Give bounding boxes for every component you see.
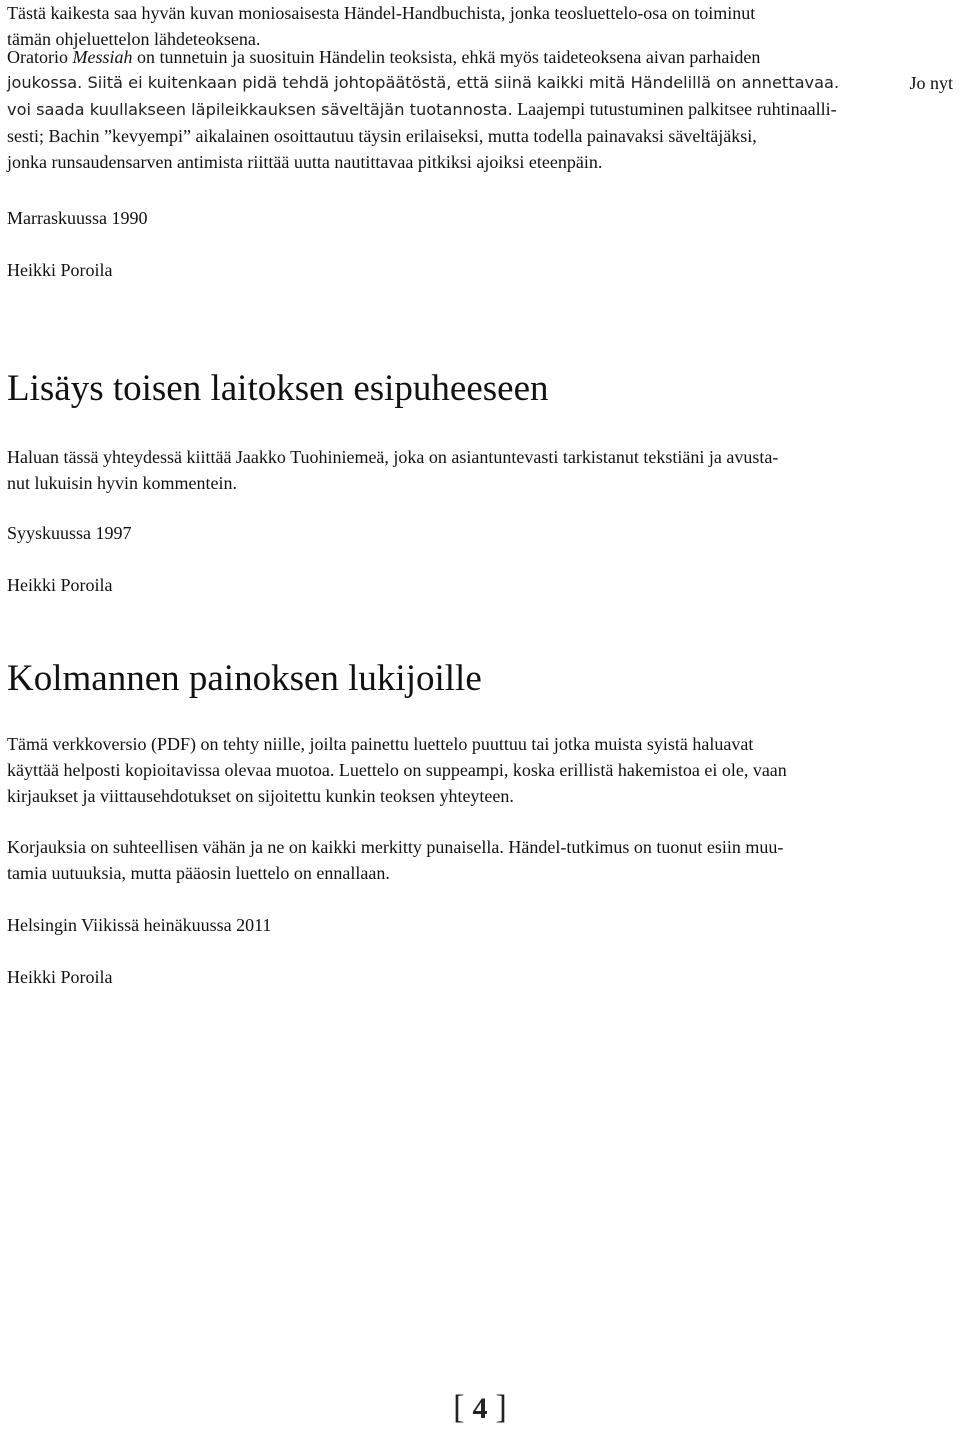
paragraph-line: jonka runsaudensarven antimista riittää uutta nautittavaa pitkiksi ajoiksi eteenpäin. [7, 152, 603, 172]
page-number-value: 4 [472, 1392, 488, 1425]
paragraph-line: Haluan tässä yhteydessä kiittää Jaakko Tuohiniemeä, joka on asiantuntevasti tarkistanut tekstiäni ja avusta- [7, 447, 779, 467]
paragraph-line: joukossa. Siitä ei kuitenkaan pidä tehdä johtopäätöstä, että siinä kaikki mitä Händelillä on annettavaa. [7, 73, 840, 92]
section-heading: Lisäys toisen laitoksen esipuheeseen [7, 368, 549, 409]
date-line: Helsingin Viikissä heinäkuussa 2011 [7, 915, 272, 935]
document-page [7, 0, 953, 1432]
section-heading: Kolmannen painoksen lukijoille [7, 658, 482, 699]
work-title: Messiah [72, 47, 133, 67]
paragraph-web-version [7, 731, 953, 809]
text-segment: Jo nyt [909, 73, 953, 93]
paragraph-line [7, 44, 953, 70]
paragraph-corrections [7, 834, 953, 886]
paragraph-thanks [7, 444, 953, 496]
paragraph-line [7, 96, 953, 123]
paragraph-line: käyttää helposti kopioitavissa olevaa muotoa. Luettelo on suppeampi, koska erillistä hakemistoa ei ole, vaan [7, 760, 787, 780]
signature: Heikki Poroila [7, 967, 113, 987]
paragraph-messiah [7, 44, 953, 175]
signature: Heikki Poroila [7, 260, 113, 280]
paragraph-line: Tästä kaikesta saa hyvän kuvan moniosaisesta Händel-Handbuchista, jonka teosluettelo-osa on toiminut [7, 3, 756, 23]
text-segment: voi saada kuullakseen läpileikkauksen säveltäjän tuotannosta. [7, 100, 513, 119]
paragraph-line: tämän ohjeluettelon lähdeteoksena. [7, 29, 261, 49]
paragraph-line: Korjauksia on suhteellisen vähän ja ne on kaikki merkitty punaisella. Händel-tutkimus on tuonut esiin muu- [7, 837, 784, 857]
bracket-left: [ [453, 1389, 465, 1426]
paragraph-line: tamia uutuuksia, mutta pääosin luettelo on ennallaan. [7, 863, 390, 883]
text-segment: Laajempi tutustuminen palkitsee ruhtinaalli- [512, 99, 837, 119]
bracket-right: ] [495, 1389, 507, 1426]
date-line: Syyskuussa 1997 [7, 523, 132, 543]
date-line: Marraskuussa 1990 [7, 208, 148, 228]
text-segment: on tunnetuin ja suosituin Händelin teoksista, ehkä myös taideteoksena aivan parhaiden [132, 47, 761, 67]
signature: Heikki Poroila [7, 575, 113, 595]
paragraph-line: Tämä verkkoversio (PDF) on tehty niille, joilta painettu luettelo puuttuu tai jotka muista syistä haluavat [7, 734, 754, 754]
page-number [7, 1388, 953, 1429]
paragraph-line: nut lukuisin hyvin kommentein. [7, 473, 237, 493]
paragraph-line: kirjaukset ja viittausehdotukset on sijoitettu kunkin teoksen yhteyteen. [7, 786, 514, 806]
paragraph-line [909, 70, 953, 96]
text-segment: Oratorio [7, 47, 73, 67]
paragraph-line: sesti; Bachin ”kevyempi” aikalainen osoittautuu täysin erilaiseksi, mutta todella painavaksi säveltäjäksi, [7, 126, 757, 146]
